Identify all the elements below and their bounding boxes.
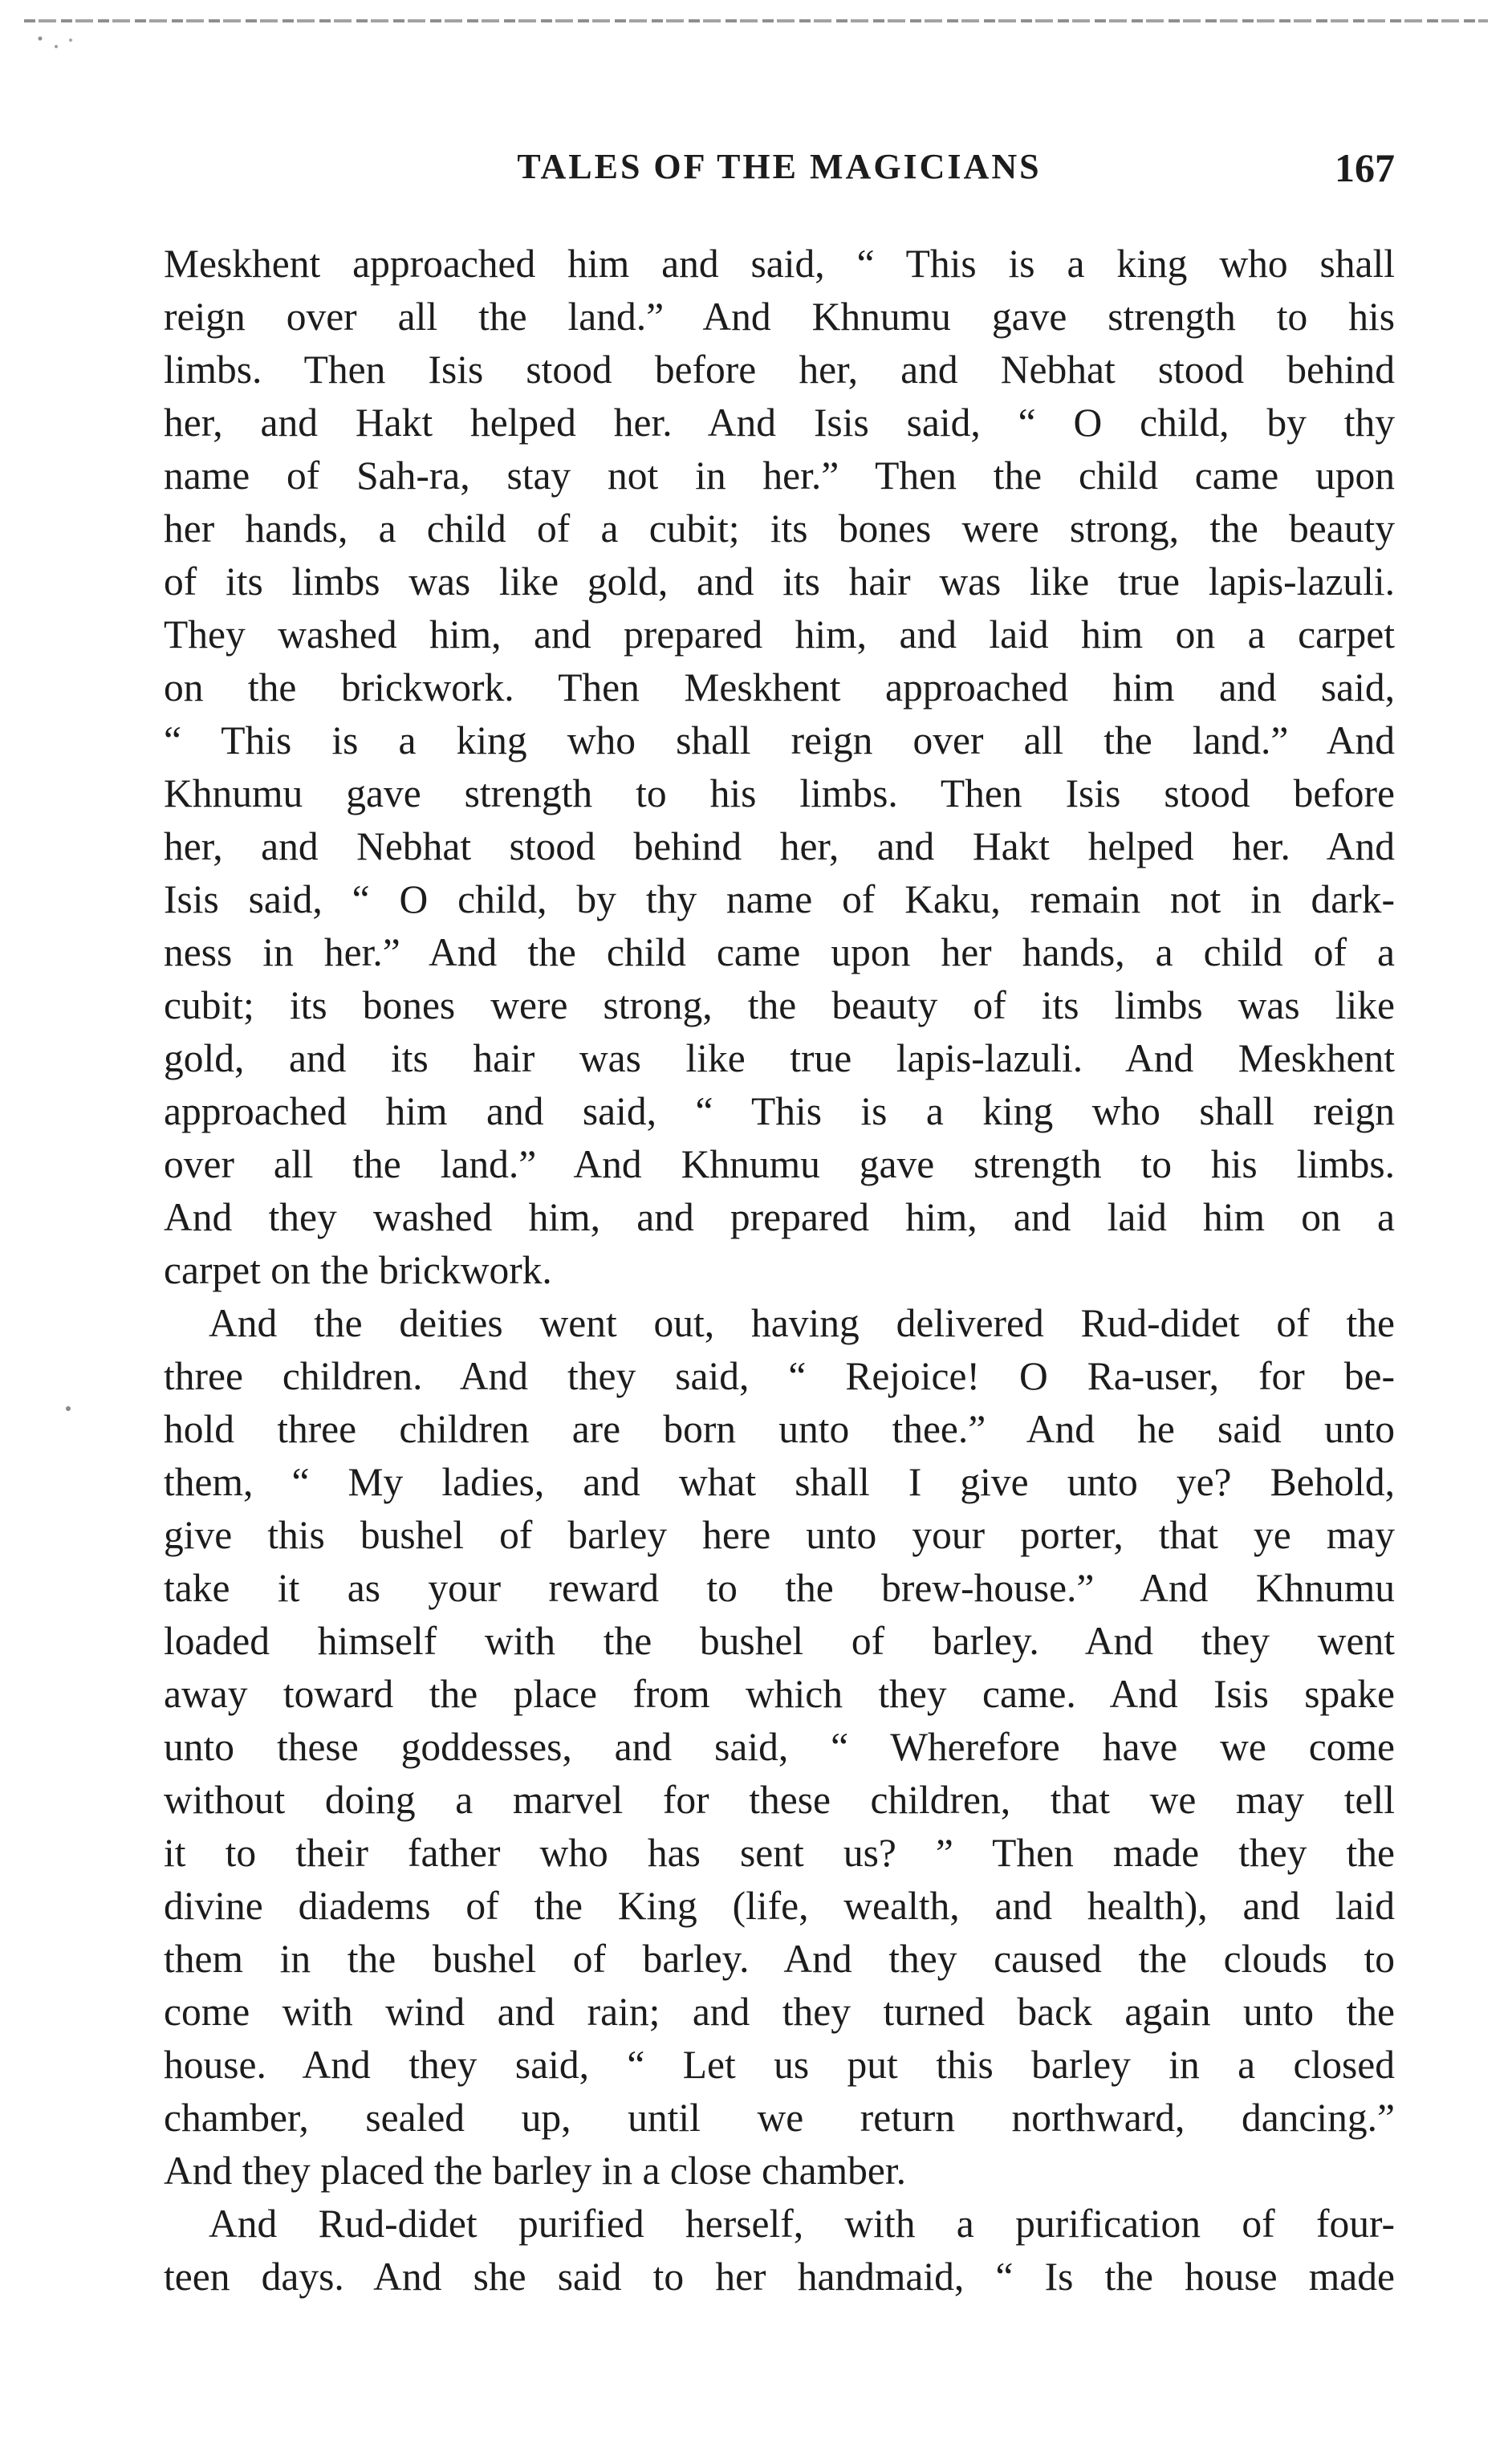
text-line: Isis said, “ O child, by thy name of Kaku, remain not in dark-: [164, 877, 1395, 921]
text-line: her hands, a child of a cubit; its bones were strong, the beauty: [164, 506, 1395, 551]
text-line: her, and Nebhat stood behind her, and Hakt helped her. And: [164, 824, 1395, 868]
text-line: away toward the place from which they came. And Isis spake: [164, 1672, 1395, 1716]
text-line: her, and Hakt helped her. And Isis said, “ O child, by thy: [164, 401, 1395, 445]
text-line: Meskhent approached him and said, “ This is a king who shall: [164, 242, 1395, 286]
text-line: over all the land.” And Khnumu gave strength to his limbs.: [164, 1142, 1395, 1186]
text-line: on the brickwork. Then Meskhent approached him and said,: [164, 665, 1395, 710]
page-number: 167: [1335, 145, 1395, 190]
text-line: cubit; its bones were strong, the beauty of its limbs was like: [164, 983, 1395, 1027]
text-line: come with wind and rain; and they turned back again unto the: [164, 1990, 1395, 2034]
text-line: give this bushel of barley here unto your porter, that ye may: [164, 1513, 1395, 1557]
text-line: chamber, sealed up, until we return northward, dancing.”: [164, 2096, 1395, 2140]
text-line: hold three children are born unto thee.” And he said unto: [164, 1407, 1395, 1451]
margin-speck: [66, 1406, 71, 1411]
text-line: teen days. And she said to her handmaid, “ Is the house made: [164, 2255, 1395, 2299]
scan-speck-artifact: [32, 32, 80, 56]
body-text: [164, 238, 1395, 2304]
text-line: And they washed him, and prepared him, and laid him on a: [164, 1195, 1395, 1239]
text-line: of its limbs was like gold, and its hair was like true lapis-lazuli.: [164, 559, 1395, 604]
text-line: And Rud-didet purified herself, with a purification of four-: [209, 2202, 1395, 2246]
text-line: carpet on the brickwork.: [164, 1248, 552, 1292]
text-line: them, “ My ladies, and what shall I give unto ye? Behold,: [164, 1460, 1395, 1504]
text-line: them in the bushel of barley. And they caused the clouds to: [164, 1937, 1395, 1981]
text-line: Khnumu gave strength to his limbs. Then Isis stood before: [164, 771, 1395, 815]
text-line: “ This is a king who shall reign over all the land.” And: [164, 718, 1395, 762]
text-line: gold, and its hair was like true lapis-lazuli. And Meskhent: [164, 1036, 1395, 1080]
text-line: without doing a marvel for these children, that we may tell: [164, 1778, 1395, 1822]
text-line: it to their father who has sent us? ” Then made they the: [164, 1831, 1395, 1875]
text-line: house. And they said, “ Let us put this barley in a closed: [164, 2043, 1395, 2087]
running-header: [164, 146, 1395, 194]
text-line: They washed him, and prepared him, and laid him on a carpet: [164, 612, 1395, 657]
text-line: reign over all the land.” And Khnumu gave strength to his: [164, 295, 1395, 339]
text-line: ness in her.” And the child came upon her hands, a child of a: [164, 930, 1395, 974]
text-line: limbs. Then Isis stood before her, and Nebhat stood behind: [164, 348, 1395, 392]
text-line: approached him and said, “ This is a king who shall reign: [164, 1089, 1395, 1133]
text-line: unto these goddesses, and said, “ Wherefore have we come: [164, 1725, 1395, 1769]
running-title: TALES OF THE MAGICIANS: [517, 147, 1042, 186]
text-line: And the deities went out, having delivered Rud-didet of the: [209, 1301, 1395, 1345]
text-line: take it as your reward to the brew-house.” And Khnumu: [164, 1566, 1395, 1610]
text-line: divine diadems of the King (life, wealth, and health), and laid: [164, 1884, 1395, 1928]
scan-edge-artifact: [24, 19, 1488, 22]
text-line: name of Sah-ra, stay not in her.” Then the child came upon: [164, 453, 1395, 498]
text-line: three children. And they said, “ Rejoice! O Ra-user, for be-: [164, 1354, 1395, 1398]
text-line: loaded himself with the bushel of barley. And they went: [164, 1619, 1395, 1663]
text-line: And they placed the barley in a close chamber.: [164, 2149, 907, 2193]
